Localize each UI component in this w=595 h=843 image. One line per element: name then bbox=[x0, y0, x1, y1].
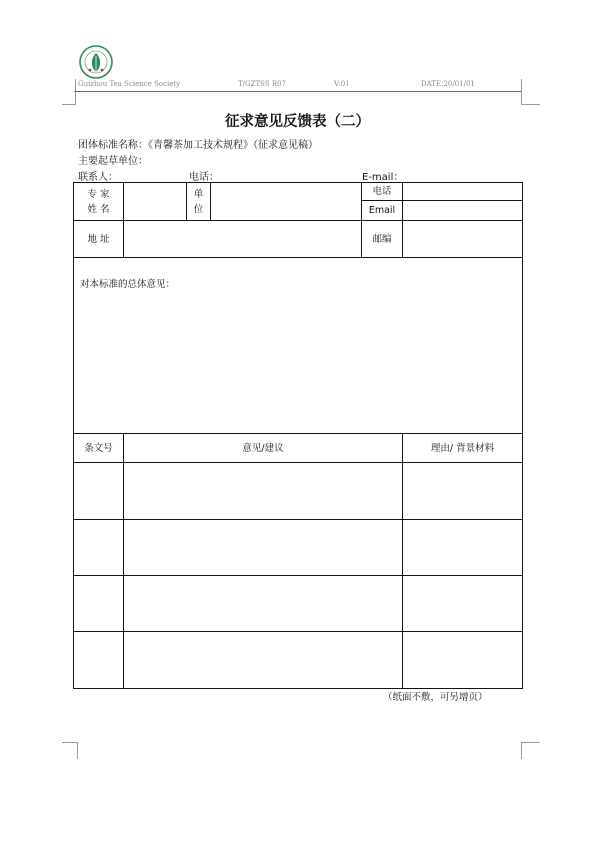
clause-cell[interactable] bbox=[74, 463, 124, 520]
header-code: T/GZTSS R07 bbox=[238, 80, 287, 88]
standard-name-label: 团体标准名称： bbox=[78, 140, 148, 151]
postcode-label: 邮编 bbox=[362, 221, 403, 258]
suggestion-column-header: 意见/建议 bbox=[124, 434, 403, 463]
postcode-field[interactable] bbox=[403, 221, 523, 258]
clause-cell[interactable] bbox=[74, 632, 124, 689]
header-date: DATE:20/01/01 bbox=[421, 80, 475, 88]
society-logo bbox=[76, 44, 116, 80]
address-label: 地 址 bbox=[74, 221, 124, 258]
table-row bbox=[74, 463, 523, 520]
crop-mark-bottom-left bbox=[62, 742, 78, 759]
crop-mark-top-right bbox=[521, 79, 540, 105]
phone-label: 电话： bbox=[189, 172, 219, 183]
reason-cell[interactable] bbox=[403, 463, 523, 520]
contact-label: 联系人： bbox=[78, 172, 118, 183]
clause-column-header: 条文号 bbox=[74, 434, 124, 463]
overall-opinion-field[interactable] bbox=[74, 258, 523, 434]
drafting-unit-label: 主要起草单位： bbox=[78, 156, 148, 167]
suggestion-cell[interactable] bbox=[124, 520, 403, 576]
phone-field[interactable] bbox=[403, 183, 523, 201]
email-field[interactable] bbox=[403, 201, 523, 221]
reason-column-header: 理由/ 背景材料 bbox=[403, 434, 523, 463]
feedback-form-table bbox=[73, 182, 523, 689]
header-divider bbox=[74, 91, 521, 92]
footer-note: （纸面不敷，可另增页） bbox=[383, 692, 488, 703]
unit-label: 单 位 bbox=[187, 183, 211, 221]
header-society: Guizhou Tea Science Society bbox=[78, 80, 181, 88]
clause-cell[interactable] bbox=[74, 576, 124, 632]
unit-field[interactable] bbox=[211, 183, 362, 221]
email-label: E-mail： bbox=[362, 172, 404, 183]
expert-name-label: 专 家 姓 名 bbox=[74, 183, 124, 221]
reason-cell[interactable] bbox=[403, 632, 523, 689]
email-cell-label: Email bbox=[362, 201, 403, 221]
header-version: V:01 bbox=[334, 80, 350, 88]
suggestion-cell[interactable] bbox=[124, 576, 403, 632]
table-row bbox=[74, 520, 523, 576]
table-row bbox=[74, 576, 523, 632]
crop-mark-top-left bbox=[62, 79, 76, 105]
suggestion-cell[interactable] bbox=[124, 463, 403, 520]
table-row bbox=[74, 632, 523, 689]
standard-name-line bbox=[78, 136, 318, 151]
phone-cell-label: 电话 bbox=[362, 183, 403, 201]
page-title: 征求意见反馈表（二） bbox=[225, 114, 370, 130]
crop-mark-bottom-right bbox=[521, 742, 540, 759]
clause-cell[interactable] bbox=[74, 520, 124, 576]
reason-cell[interactable] bbox=[403, 576, 523, 632]
address-field[interactable] bbox=[124, 221, 362, 258]
overall-opinion-label: 对本标准的总体意见： bbox=[80, 279, 176, 290]
suggestion-cell[interactable] bbox=[124, 632, 403, 689]
reason-cell[interactable] bbox=[403, 520, 523, 576]
expert-name-field[interactable] bbox=[124, 183, 187, 221]
standard-name-value: 《青馨茶加工技术规程》（征求意见稿） bbox=[148, 140, 318, 151]
